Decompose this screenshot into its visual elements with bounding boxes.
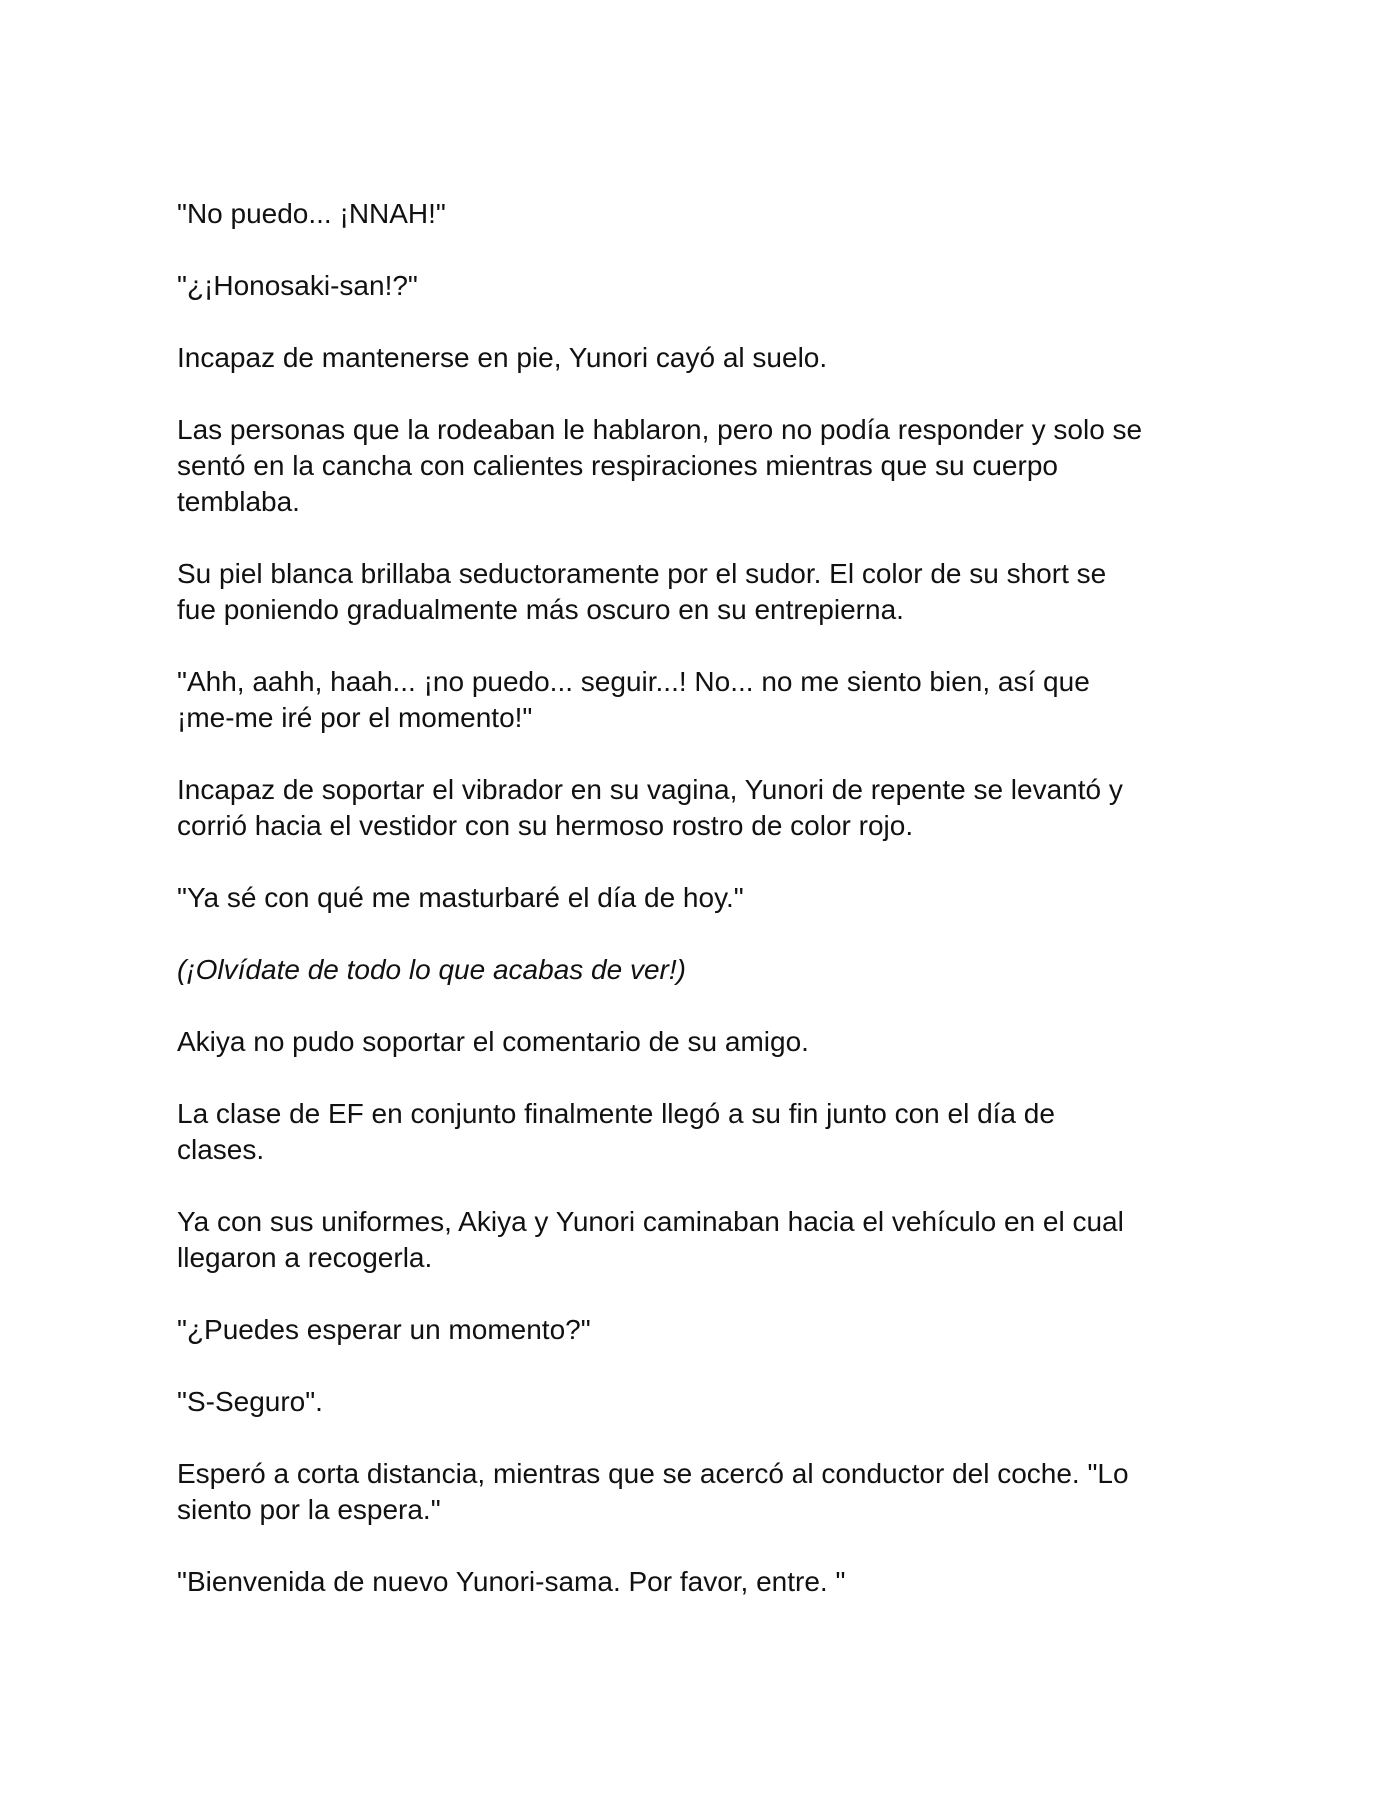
- paragraph-12: Ya con sus uniformes, Akiya y Yunori caminaban hacia el vehículo en el cual llegaron a recogerla.: [177, 1206, 1124, 1273]
- body-text: [177, 196, 1237, 1636]
- paragraph-9-italic: (¡Olvídate de todo lo que acabas de ver!): [177, 954, 686, 985]
- paragraph-10: Akiya no pudo soportar el comentario de su amigo.: [177, 1026, 809, 1057]
- paragraph-1: "No puedo... ¡NNAH!": [177, 198, 446, 229]
- paragraph-6: "Ahh, aahh, haah... ¡no puedo... seguir...! No... no me siento bien, así que ¡me-me iré por el momento!": [177, 666, 1090, 733]
- paragraph-13: "¿Puedes esperar un momento?": [177, 1314, 591, 1345]
- paragraph-3: Incapaz de mantenerse en pie, Yunori cayó al suelo.: [177, 342, 828, 373]
- paragraph-16: "Bienvenida de nuevo Yunori-sama. Por favor, entre. ": [177, 1566, 846, 1597]
- paragraph-8: "Ya sé con qué me masturbaré el día de hoy.": [177, 882, 744, 913]
- paragraph-14: "S-Seguro".: [177, 1386, 323, 1417]
- paragraph-11: La clase de EF en conjunto finalmente llegó a su fin junto con el día de clases.: [177, 1098, 1055, 1165]
- paragraph-15: Esperó a corta distancia, mientras que se acercó al conductor del coche. "Lo siento por la espera.": [177, 1458, 1129, 1525]
- paragraph-2: "¿¡Honosaki-san!?": [177, 270, 418, 301]
- paragraph-7: Incapaz de soportar el vibrador en su vagina, Yunori de repente se levantó y corrió hacia el vestidor con su hermoso rostro de color rojo.: [177, 774, 1123, 841]
- paragraph-4: Las personas que la rodeaban le hablaron, pero no podía responder y solo se sentó en la cancha con calientes respiraciones mientras que su cuerpo temblaba.: [177, 414, 1143, 517]
- paragraph-5: Su piel blanca brillaba seductoramente por el sudor. El color de su short se fue poniendo gradualmente más oscuro en su entrepierna.: [177, 558, 1107, 625]
